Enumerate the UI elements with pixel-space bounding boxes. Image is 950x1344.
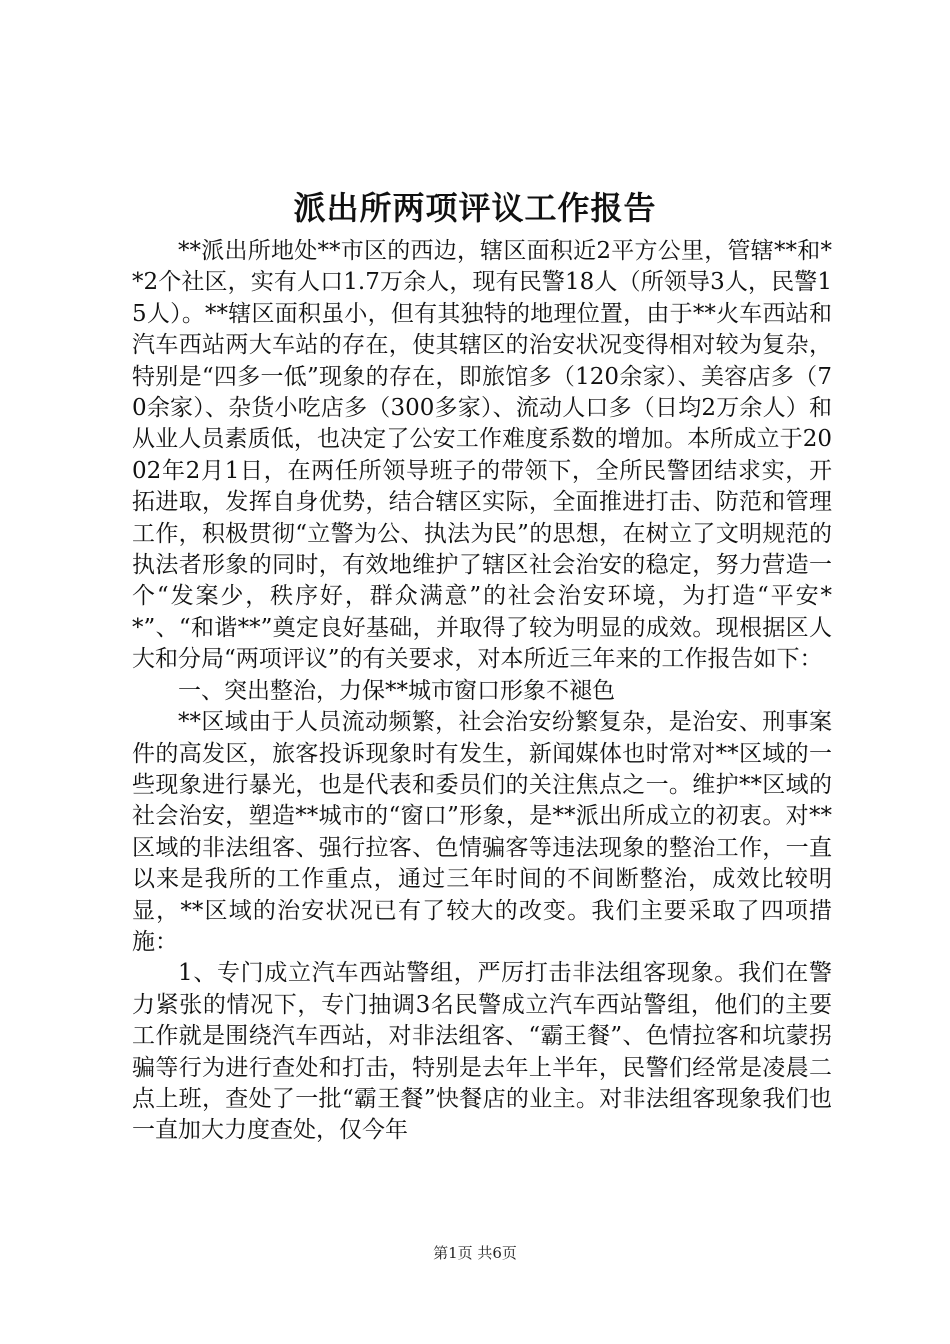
page-footer: 第1页 共6页 (433, 1244, 517, 1262)
section-heading-1: 一、突出整治，力保**城市窗口形象不褪色 (178, 677, 615, 704)
paragraph-intro: **派出所地处**市区的西边，辖区面积近2平方公里，管辖**和**2个社区，实有人口1.7万余人，现有民警18人（所领导3人，民警15人）。**辖区面积虽小，但有其独特的地理位置，由于**火车西站和汽车西站两大车站的存在，使其辖区的治安状况变得相对较为复杂，特别是“四多一低”现象的存在，即旅馆多（120余家）、美容店多（70余家）、杂货小吃店多（300多家）、流动人口多（日均2万余人）和从业人员素质低，也决定了公安工作难度系数的增加。本所成立于2002年2月1日，在两任所领导班子的带领下，全所民警团结求实，开拓进取，发挥自身优势，结合辖区实际，全面推进打击、防范和管理工作，积极贯彻“立警为公、执法为民”的思想，在树立了文明规范的执法者形象的同时，有效地维护了辖区社会治安的稳定，努力营造一个“发案少，秩序好，群众满意”的社会治安环境，为打造“平安**”、“和谐**”奠定良好基础，并取得了较为明显的成效。现根据区人大和分局“两项评议”的有关要求，对本所近三年来的工作报告如下： (132, 238, 832, 673)
document-body (132, 236, 832, 1147)
paragraph-measure-1: 1、专门成立汽车西站警组，严厉打击非法组客现象。我们在警力紧张的情况下，专门抽调3名民警成立汽车西站警组，他们的主要工作就是围绕汽车西站，对非法组客、“霸王餐”、色情拉客和坑蒙拐骗等行为进行查处和打击，特别是去年上半年，民警们经常是凌晨二点上班，查处了一批“霸王餐”快餐店的业主。对非法组客现象我们也一直加大力度查处，仅今年 (132, 960, 832, 1144)
paragraph-section-1: **区域由于人员流动频繁，社会治安纷繁复杂，是治安、刑事案件的高发区，旅客投诉现象时有发生，新闻媒体也时常对**区域的一些现象进行暴光，也是代表和委员们的关注焦点之一。维护**区域的社会治安，塑造**城市的“窗口”形象，是**派出所成立的初衷。对**区域的非法组客、强行拉客、色情骗客等违法现象的整治工作，一直以来是我所的工作重点，通过三年时间的不间断整治，成效比较明显，**区域的治安状况已有了较大的改变。我们主要采取了四项措施： (132, 709, 832, 955)
document-title: 派出所两项评议工作报告 (293, 189, 657, 227)
